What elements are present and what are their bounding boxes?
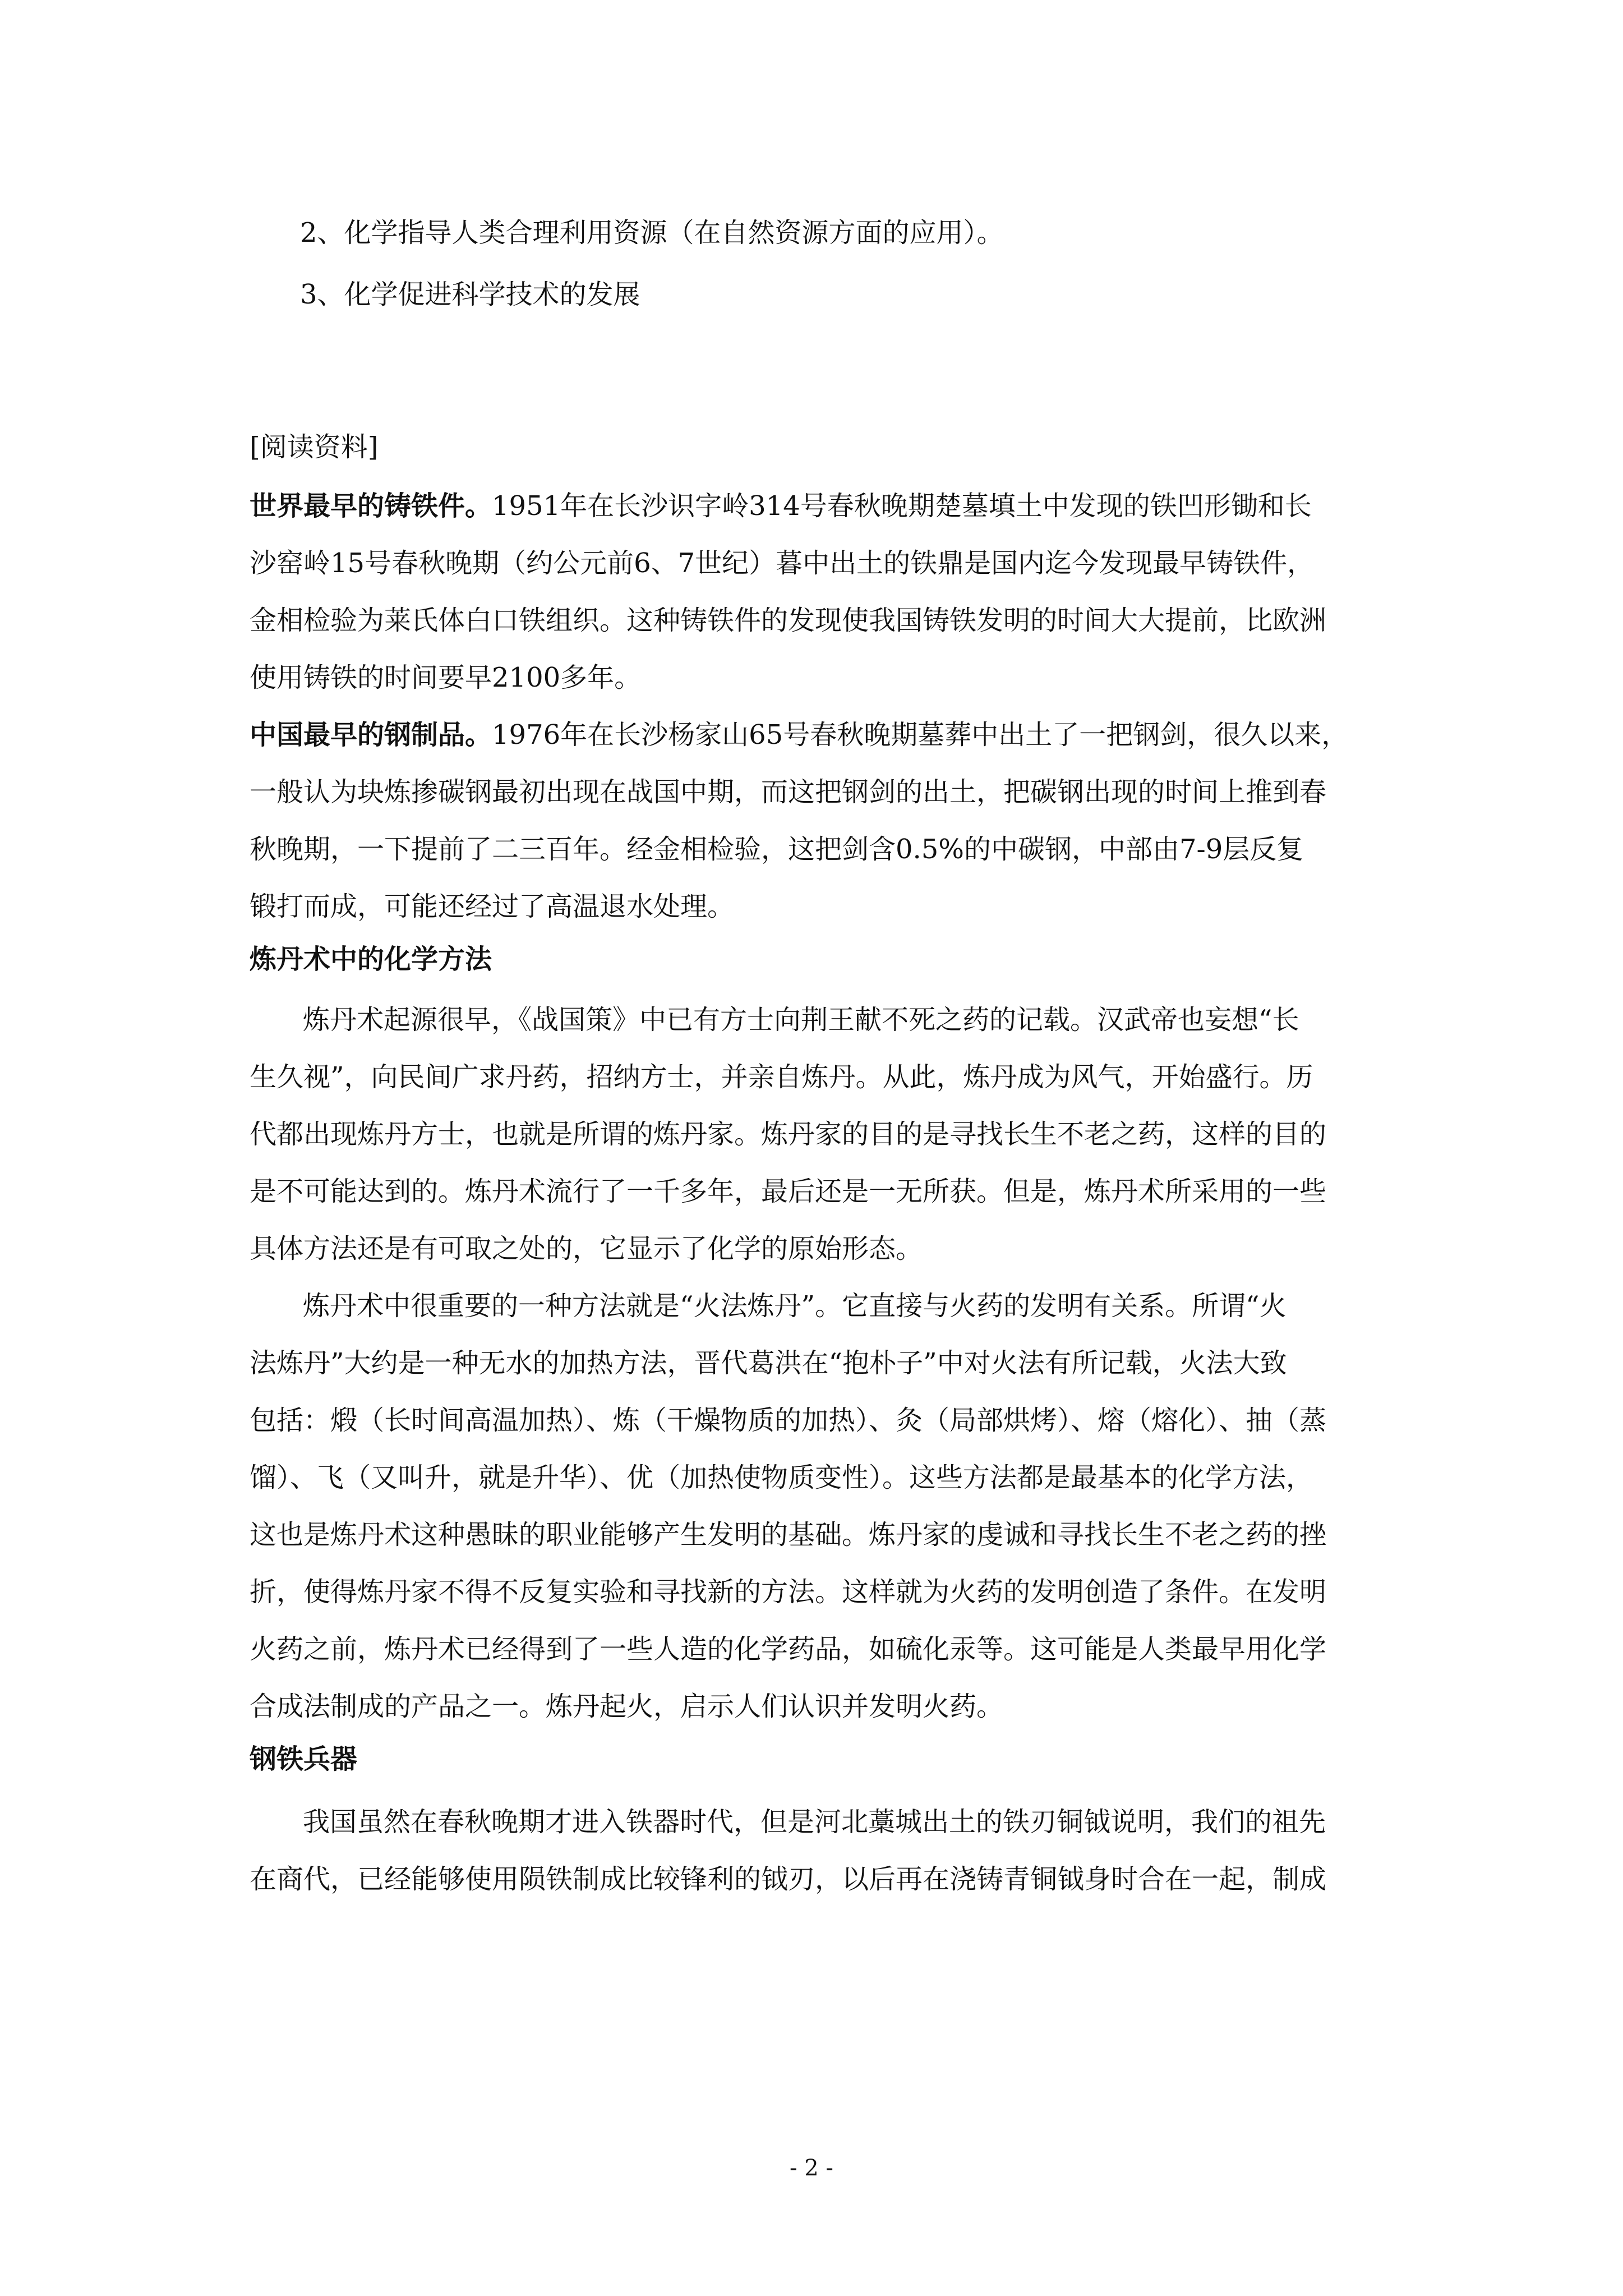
steel-title: 中国最早的钢制品。	[250, 719, 492, 751]
steel-line-3: 秋晚期，一下提前了二三百年。经金相检验，这把剑含0.5%的中碳钢，中部由7-9层反复	[250, 834, 1304, 865]
alchemy-p2-line-3: 包括：煅（长时间高温加热）、炼（干燥物质的加热）、灸（局部烘烤）、熔（熔化）、抽（蒸	[250, 1405, 1327, 1436]
list-item-3: 3、化学促进科学技术的发展	[300, 279, 640, 310]
steel-line-1	[250, 712, 1388, 757]
cast-iron-line-4: 使用铸铁的时间要早2100多年。	[250, 662, 642, 693]
alchemy-title: 炼丹术中的化学方法	[250, 944, 492, 975]
alchemy-p1-line-1: 炼丹术起源很早，《战国策》中已有方士向荆王献不死之药的记载。汉武帝也妄想“长	[303, 1004, 1299, 1036]
reading-heading: [阅读资料]	[250, 431, 379, 463]
alchemy-p2-line-5: 这也是炼丹术这种愚昧的职业能够产生发明的基础。炼丹家的虔诚和寻找长生不老之药的挫	[250, 1519, 1327, 1550]
steel-line-2: 一般认为块炼掺碳钢最初出现在战国中期，而这把钢剑的出土，把碳钢出现的时间上推到春	[250, 776, 1327, 808]
cast-iron-line-1	[250, 484, 1388, 528]
page-number: - 2 -	[790, 2155, 833, 2181]
steel-line-4: 锻打而成，可能还经过了高温退水处理。	[250, 891, 735, 922]
weapons-line-1: 我国虽然在春秋晚期才进入铁器时代，但是河北藁城出土的铁刃铜钺说明，我们的祖先	[303, 1806, 1326, 1838]
list-item-2: 2、化学指导人类合理利用资源（在自然资源方面的应用）。	[300, 217, 1004, 249]
alchemy-p1-line-2: 生久视”，向民间广求丹药，招纳方士，并亲自炼丹。从此，炼丹成为风气，开始盛行。历	[250, 1061, 1313, 1093]
cast-iron-line-2: 沙窑岭15号春秋晚期（约公元前6、7世纪）暮中出土的铁鼎是国内迄今发现最早铸铁件，	[250, 547, 1315, 579]
cast-iron-title: 世界最早的铸铁件。	[250, 490, 492, 522]
weapons-line-2: 在商代，已经能够使用陨铁制成比较锋利的钺刃，以后再在浇铸青铜钺身时合在一起，制成	[250, 1864, 1327, 1895]
alchemy-p1-line-5: 具体方法还是有可取之处的，它显示了化学的原始形态。	[250, 1233, 923, 1264]
alchemy-p2-line-1: 炼丹术中很重要的一种方法就是“火法炼丹”。它直接与火药的发明有关系。所谓“火	[303, 1290, 1287, 1322]
cast-iron-line-3: 金相检验为莱氏体白口铁组织。这种铸铁件的发现使我国铸铁发明的时间大大提前，比欧洲	[250, 605, 1327, 636]
cast-iron-text: 1951年在长沙识字岭314号春秋晚期楚墓填土中发现的铁凹形锄和长	[492, 490, 1312, 522]
alchemy-p2-line-8: 合成法制成的产品之一。炼丹起火，启示人们认识并发明火药。	[250, 1691, 1004, 1722]
alchemy-p2-line-4: 馏）、飞（又叫升，就是升华）、优（加热使物质变性）。这些方法都是最基本的化学方法，	[250, 1462, 1313, 1493]
steel-text: 1976年在长沙杨家山65号春秋晚期墓葬中出土了一把钢剑，很久以来，	[492, 719, 1349, 751]
alchemy-p2-line-6: 折，使得炼丹家不得不反复实验和寻找新的方法。这样就为火药的发明创造了条件。在发明	[250, 1576, 1327, 1608]
weapons-title: 钢铁兵器	[250, 1743, 358, 1775]
alchemy-p2-line-2: 法炼丹”大约是一种无水的加热方法，晋代葛洪在“抱朴子”中对火法有所记载，火法大致	[250, 1347, 1287, 1379]
alchemy-p1-line-4: 是不可能达到的。炼丹术流行了一千多年，最后还是一无所获。但是，炼丹术所采用的一些	[250, 1176, 1327, 1207]
alchemy-p1-line-3: 代都出现炼丹方士，也就是所谓的炼丹家。炼丹家的目的是寻找长生不老之药，这样的目的	[250, 1119, 1327, 1150]
alchemy-p2-line-7: 火药之前，炼丹术已经得到了一些人造的化学药品，如硫化汞等。这可能是人类最早用化学	[250, 1634, 1327, 1665]
